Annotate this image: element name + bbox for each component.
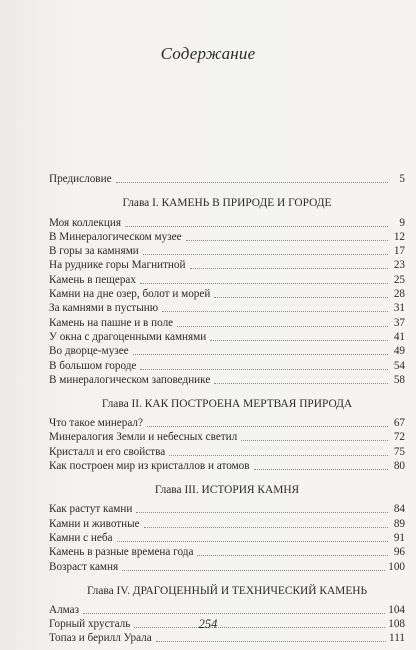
toc-entry-page: 41 xyxy=(393,330,405,343)
toc-entry-label: Как растут камни xyxy=(49,503,133,516)
dot-leader xyxy=(190,268,388,269)
toc-entry-label: Горный хрусталь xyxy=(49,618,131,631)
toc-entry-page: 108 xyxy=(388,618,405,631)
dot-leader xyxy=(186,240,388,241)
toc-entry-label: Камень на пашне и в поле xyxy=(49,316,174,329)
toc-entry-label: Алмаз xyxy=(49,603,80,616)
dot-leader xyxy=(116,182,388,183)
toc-entry xyxy=(49,430,405,444)
toc-entry-page: 72 xyxy=(393,431,405,444)
toc-entry-page: 17 xyxy=(393,245,405,258)
toc-entry xyxy=(49,330,405,344)
toc-entry-label: В горы за камнями xyxy=(49,245,139,258)
toc-entry-label: Камни с неба xyxy=(49,531,113,544)
toc-entry-page: 37 xyxy=(393,316,405,329)
page-title: Содержание xyxy=(160,44,256,63)
toc-entry xyxy=(49,215,405,229)
dot-leader xyxy=(122,570,385,571)
toc-entry-page: 104 xyxy=(388,603,405,616)
toc-entry-page: 67 xyxy=(393,417,405,430)
chapter-heading-2: Глава II. КАК ПОСТРОЕНА МЕРТВАЯ ПРИРОДА xyxy=(101,397,353,410)
toc-entry-label: Возраст камня xyxy=(49,560,119,573)
toc-entry xyxy=(49,287,405,301)
toc-entry-page: 23 xyxy=(393,259,405,272)
toc-entry xyxy=(49,344,405,358)
toc-entry xyxy=(49,516,405,530)
dot-leader xyxy=(83,613,385,614)
toc-entry-label: За камнями в пустыню xyxy=(49,302,159,315)
toc-entry-page: 89 xyxy=(393,517,405,530)
toc-entry-page: 28 xyxy=(393,288,405,301)
toc-entry xyxy=(49,444,405,458)
page-number: 254 xyxy=(198,617,218,631)
dot-leader xyxy=(140,283,388,284)
dot-leader xyxy=(241,440,388,441)
toc-entry xyxy=(49,258,405,272)
toc-entry xyxy=(49,244,405,258)
toc-entry-label: Топаз и берилл Урала xyxy=(49,632,152,645)
dot-leader xyxy=(147,426,388,427)
dot-leader xyxy=(254,469,388,470)
toc-entry-label: Камень в разные времена года xyxy=(49,546,194,559)
dot-leader xyxy=(133,354,388,355)
dot-leader xyxy=(214,297,388,298)
toc-entry-page: 49 xyxy=(393,345,405,358)
toc-entry xyxy=(49,502,405,516)
dot-leader xyxy=(156,641,386,642)
dot-leader xyxy=(162,311,388,312)
dot-leader xyxy=(214,383,388,384)
toc-entry xyxy=(49,531,405,545)
chapter-heading-3: Глава III. ИСТОРИЯ КАМНЯ xyxy=(154,484,300,497)
toc-entry xyxy=(49,272,405,286)
toc-entry-page: 84 xyxy=(393,503,405,516)
toc-entry xyxy=(49,459,405,473)
toc-entry xyxy=(49,559,405,573)
toc-entry-page: 80 xyxy=(393,460,405,473)
toc-entry-label: Предисловие xyxy=(49,173,112,186)
toc-entry xyxy=(49,603,405,617)
dot-leader xyxy=(169,455,388,456)
toc-entry-label: Камень в пещерах xyxy=(49,273,136,286)
chapter-heading-4: Глава IV. ДРАГОЦЕННЫЙ И ТЕХНИЧЕСКИЙ КАМЕНЬ xyxy=(86,584,368,597)
toc-entry-label: Камни и животные xyxy=(49,517,140,530)
toc-entry-page: 54 xyxy=(393,359,405,372)
table-of-contents xyxy=(49,172,405,645)
chapter-heading-1: Глава I. КАМЕНЬ В ПРИРОДЕ И ГОРОДЕ xyxy=(122,197,332,210)
toc-entry xyxy=(49,545,405,559)
toc-entry-page: 9 xyxy=(399,216,405,229)
toc-entry-label: Моя коллекция xyxy=(49,216,121,229)
toc-entry-label: Кристалл и его свойства xyxy=(49,445,166,458)
toc-entry-page: 91 xyxy=(393,531,405,544)
dot-leader xyxy=(140,369,388,370)
dot-leader xyxy=(197,555,388,556)
toc-entry xyxy=(49,416,405,430)
toc-entry xyxy=(49,358,405,372)
toc-entry-label: В Минералогическом музее xyxy=(49,230,182,243)
dot-leader xyxy=(136,512,388,513)
toc-entry-label: Камни на дне озер, болот и морей xyxy=(49,288,211,301)
toc-entry-page: 25 xyxy=(393,273,405,286)
toc-entry-page: 31 xyxy=(393,302,405,315)
toc-entry xyxy=(49,301,405,315)
toc-entry-page: 75 xyxy=(393,445,405,458)
toc-entry xyxy=(49,230,405,244)
toc-entry-page: 5 xyxy=(399,173,405,186)
toc-entry-page: 58 xyxy=(393,373,405,386)
toc-entry-label: У окна с драгоценными камнями xyxy=(49,330,207,343)
toc-entry-label: Минералогия Земли и небесных светил xyxy=(49,431,238,444)
dot-leader xyxy=(144,527,388,528)
toc-entry-page: 111 xyxy=(389,632,405,645)
toc-entry xyxy=(49,631,405,645)
toc-entry-page: 100 xyxy=(388,560,405,573)
toc-entry-label: В большом городе xyxy=(49,359,137,372)
toc-entry-label: Как построен мир из кристаллов и атомов xyxy=(49,460,250,473)
dot-leader xyxy=(143,254,388,255)
dot-leader xyxy=(210,340,388,341)
toc-entry-label: Во дворце-музее xyxy=(49,345,129,358)
toc-entry-label: Что такое минерал? xyxy=(49,417,143,430)
dot-leader xyxy=(125,226,388,227)
toc-entry xyxy=(49,315,405,329)
dot-leader xyxy=(177,326,388,327)
dot-leader xyxy=(117,541,388,542)
toc-entry-page: 12 xyxy=(393,230,405,243)
toc-entry-label: На руднике горы Магнитной xyxy=(49,259,186,272)
toc-entry-page: 96 xyxy=(393,546,405,559)
toc-entry-label: В минералогическом заповеднике xyxy=(49,373,211,386)
toc-entry xyxy=(49,373,405,387)
toc-entry-preface xyxy=(49,172,405,186)
